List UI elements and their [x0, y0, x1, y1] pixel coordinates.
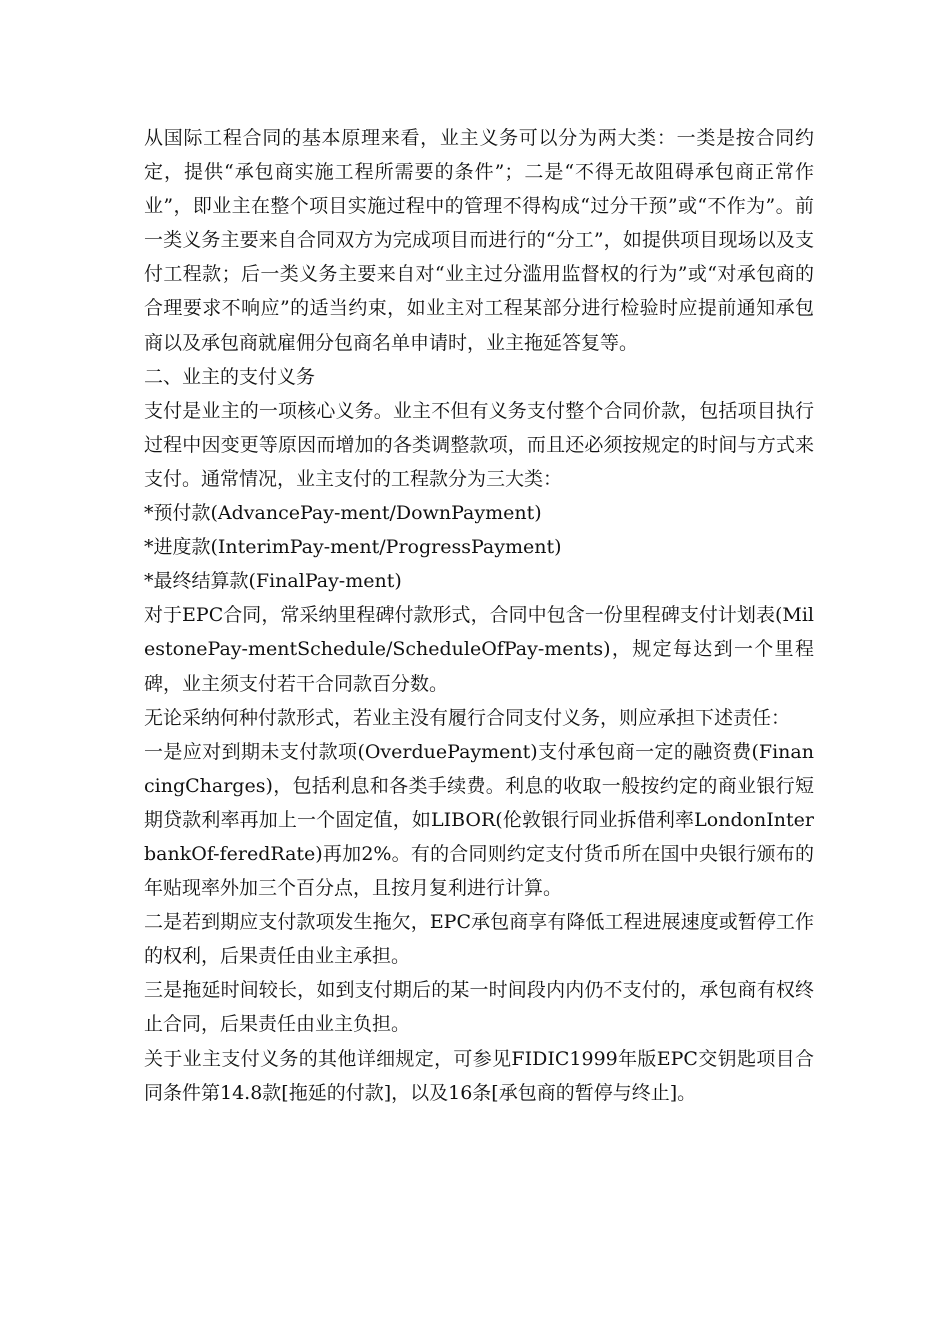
paragraph-payment-core-obligation: 支付是业主的一项核心义务。业主不但有义务支付整个合同价款，包括项目执行过程中因变更等原因而增加的各类调整款项，而且还必须按规定的时间与方式来支付。通常情况，业主支付的工程款分为三大类： [144, 399, 814, 490]
paragraph-liability-terminate-contract: 三是拖延时间较长，如到支付期后的某一时间段内内仍不支付的，承包商有权终止合同，后果责任由业主负担。 [144, 979, 814, 1036]
list-item-final-payment: *最终结算款(FinalPay-ment) [144, 570, 402, 593]
document-page [144, 121, 814, 1110]
paragraph-owner-obligations-overview: 从国际工程合同的基本原理来看，业主义务可以分为两大类：一类是按合同约定，提供“承包商实施工程所需要的条件”；二是“不得无故阻碍承包商正常作业”，即业主在整个项目实施过程中的管理不得构成“过分干预”或“不作为”。前一类义务主要来自合同双方为完成项目而进行的“分工”，如提供项目现场以及支付工程款；后一类义务主要来自对“业主过分滥用监督权的行为”或“对承包商的合理要求不响应”的适当约束，如业主对工程某部分进行检验时应提前通知承包商以及承包商就雇佣分包商名单申请时，业主拖延答复等。 [144, 127, 814, 354]
paragraph-epc-milestone-payment: 对于EPC合同，常采纳里程碑付款形式，合同中包含一份里程碑支付计划表(MilestonePay-mentSchedule/ScheduleOfPay-ments)，规定每达到一个里程碑，业主须支付若干合同款百分数。 [144, 604, 814, 695]
list-item-advance-payment: *预付款(AdvancePay-ment/DownPayment) [144, 502, 542, 525]
section-heading-payment-obligation: 二、业主的支付义务 [144, 365, 316, 388]
list-item-interim-payment: *进度款(InterimPay-ment/ProgressPayment) [144, 536, 562, 559]
paragraph-liability-suspend-work: 二是若到期应支付款项发生拖欠，EPC承包商享有降低工程进展速度或暂停工作的权利，后果责任由业主承担。 [144, 911, 814, 968]
paragraph-liability-intro: 无论采纳何种付款形式，若业主没有履行合同支付义务，则应承担下述责任： [144, 706, 791, 729]
paragraph-liability-financing-charges: 一是应对到期未支付款项(OverduePayment)支付承包商一定的融资费(FinancingCharges)，包括利息和各类手续费。利息的收取一般按约定的商业银行短期贷款利率再加上一个固定值，如LIBOR(伦敦银行同业拆借利率LondonInterbankOf-feredRate)再加2%。有的合同则约定支付货币所在国中央银行颁布的年贴现率外加三个百分点，且按月复利进行计算。 [144, 740, 814, 900]
paragraph-fidic-reference: 关于业主支付义务的其他详细规定，可参见FIDIC1999年版EPC交钥匙项目合同条件第14.8款[拖延的付款]，以及16条[承包商的暂停与终止]。 [144, 1047, 814, 1104]
